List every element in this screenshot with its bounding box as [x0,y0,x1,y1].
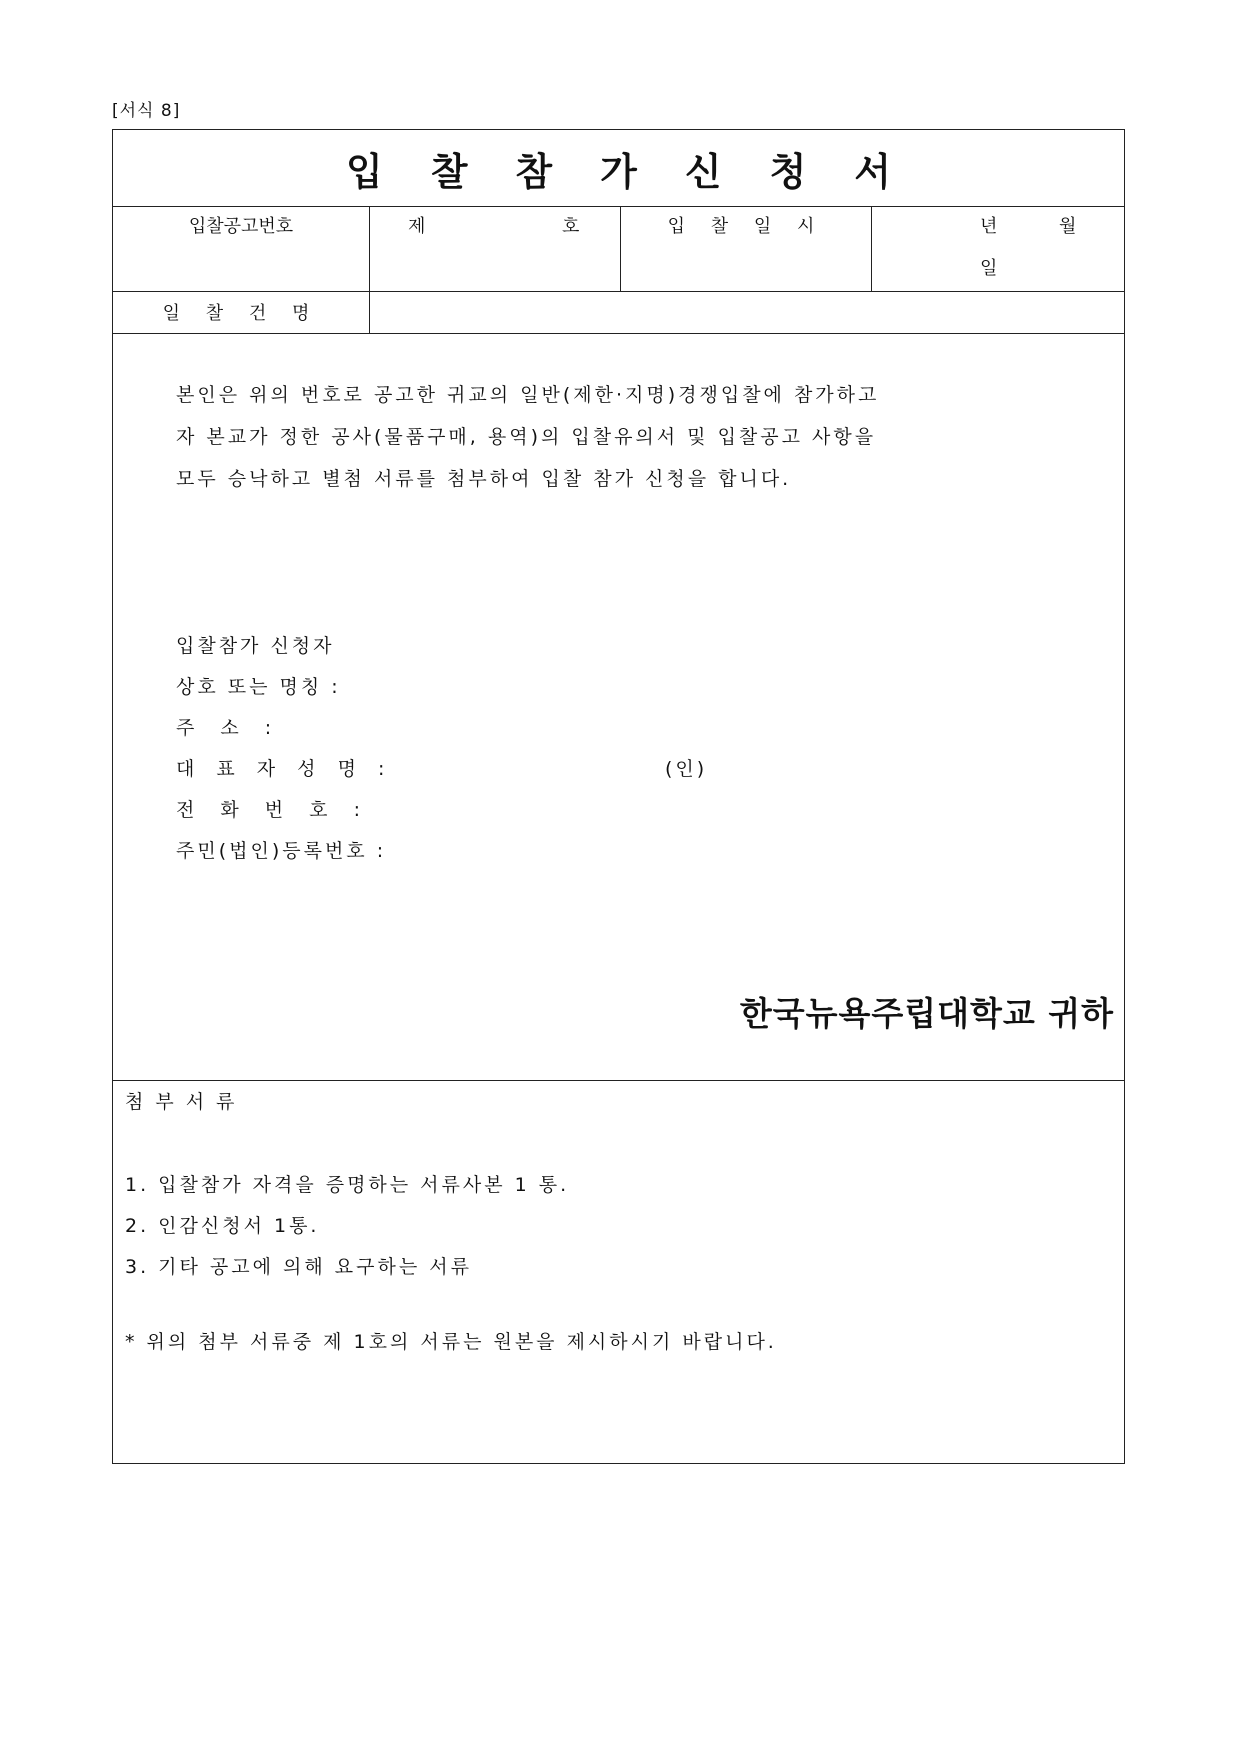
form-number-label: [서식 8] [112,101,181,121]
recipient: 한국뉴욕주립대학교 귀하 [739,994,1114,1033]
title-char: 서 [854,149,892,194]
notice-number-suffix: 호 [562,216,580,237]
notice-number-cell[interactable] [370,206,621,291]
bid-datetime-label-cell [621,206,872,291]
declaration-line: 모두 승낙하고 별첨 서류를 첨부하여 입찰 참가 신청을 합니다. [176,468,792,490]
declaration-line: 자 본교가 정한 공사(물품구매, 용역)의 입찰유의서 및 입찰공고 사항을 [176,426,877,448]
title-char: 가 [600,149,637,194]
bid-name-label: 일 찰 건 명 [162,303,320,324]
address-field[interactable]: 주 소 : [176,717,282,739]
attachments-title: 첨부서류 [125,1091,247,1113]
notice-number-label-cell [113,206,370,291]
attachment-item: 3. 기타 공고에 의해 요구하는 서류 [125,1256,472,1278]
year-label: 년 [980,216,998,237]
declaration-line: 본인은 위의 번호로 공고한 귀교의 일반(제한·지명)경쟁입찰에 참가하고 [176,384,880,406]
attachments-note: * 위의 첨부 서류중 제 1호의 서류는 원본을 제시하시기 바랍니다. [125,1331,777,1353]
attachments-list [125,1165,569,1288]
notice-number-prefix: 제 [408,216,426,237]
applicant-heading: 입찰참가 신청자 [176,635,335,657]
day-label: 일 [980,258,998,279]
attachments-section [113,1080,1124,1463]
attachment-item: 1. 입찰참가 자격을 증명하는 서류사본 1 통. [125,1174,570,1196]
bid-name-row [113,291,1124,334]
seal-mark: (인) [665,758,708,780]
bid-application-form [112,129,1125,1464]
month-label: 월 [1059,216,1077,237]
bid-name-label-cell [113,291,370,333]
header-row [113,206,1124,292]
bid-datetime-label: 입 찰 일 시 [667,216,825,237]
bid-datetime-cell[interactable] [872,206,1124,291]
title-char: 찰 [430,149,468,194]
attachment-item: 2. 인감신청서 1통. [125,1215,320,1237]
title-char: 신 [684,149,722,194]
phone-field[interactable]: 전 화 번 호 : [176,799,370,821]
bid-name-value-cell[interactable] [370,291,1124,333]
registration-number-field[interactable]: 주민(법인)등록번호 : [176,840,387,862]
title-char: 참 [515,149,553,194]
representative-name-field[interactable]: 대 표 자 성 명 : [176,758,393,780]
declaration-text [176,374,1066,500]
title-char: 청 [769,149,807,194]
title-char: 입 [345,149,383,194]
notice-number-label: 입찰공고번호 [188,216,294,237]
company-name-field[interactable]: 상호 또는 명칭 : [176,676,341,698]
applicant-section [176,626,392,872]
form-title [113,130,1124,207]
